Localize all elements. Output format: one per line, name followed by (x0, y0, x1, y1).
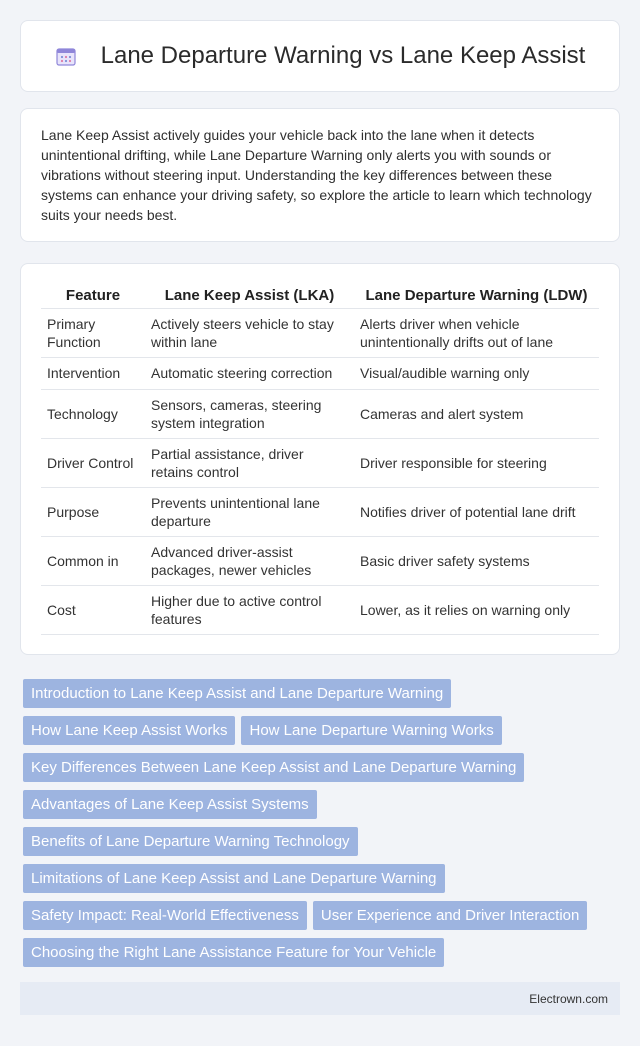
table-cell: Intervention (41, 357, 145, 389)
topic-link[interactable]: Introduction to Lane Keep Assist and Lane Departure Warning (23, 679, 451, 708)
topic-link[interactable]: Benefits of Lane Departure Warning Technology (23, 827, 358, 856)
page-title: Lane Departure Warning vs Lane Keep Assist (100, 42, 586, 69)
topic-link[interactable]: Key Differences Between Lane Keep Assist and Lane Departure Warning (23, 753, 524, 782)
table-row (41, 438, 599, 487)
table-cell: Purpose (41, 487, 145, 536)
table-cell: Cost (41, 585, 145, 634)
topic-link[interactable]: Choosing the Right Lane Assistance Feature for Your Vehicle (23, 938, 444, 967)
header-card (20, 20, 620, 92)
column-header: Lane Departure Warning (LDW) (354, 284, 599, 308)
table-cell: Primary Function (41, 308, 145, 357)
topic-link[interactable]: How Lane Departure Warning Works (241, 716, 501, 745)
table-row (41, 536, 599, 585)
table-cell: Advanced driver-assist packages, newer vehicles (145, 536, 354, 585)
topic-link[interactable]: User Experience and Driver Interaction (313, 901, 587, 930)
topic-link[interactable]: Advantages of Lane Keep Assist Systems (23, 790, 317, 819)
table-cell: Basic driver safety systems (354, 536, 599, 585)
topic-links (23, 679, 620, 967)
table-cell: Partial assistance, driver retains control (145, 438, 354, 487)
table-cell: Actively steers vehicle to stay within lane (145, 308, 354, 357)
table-cell: Common in (41, 536, 145, 585)
table-header-row (41, 284, 599, 308)
intro-card (20, 108, 620, 242)
table-row (41, 487, 599, 536)
calendar-icon (55, 45, 77, 67)
table-cell: Sensors, cameras, steering system integration (145, 389, 354, 438)
table-row (41, 389, 599, 438)
table-cell: Notifies driver of potential lane drift (354, 487, 599, 536)
table-cell: Driver Control (41, 438, 145, 487)
table-cell: Alerts driver when vehicle unintentionally drifts out of lane (354, 308, 599, 357)
table-cell: Lower, as it relies on warning only (354, 585, 599, 634)
table-row (41, 585, 599, 634)
topic-link[interactable]: Safety Impact: Real-World Effectiveness (23, 901, 307, 930)
topic-link[interactable]: Limitations of Lane Keep Assist and Lane Departure Warning (23, 864, 445, 893)
topic-link[interactable]: How Lane Keep Assist Works (23, 716, 235, 745)
comparison-table (41, 284, 599, 635)
table-cell: Cameras and alert system (354, 389, 599, 438)
table-cell: Higher due to active control features (145, 585, 354, 634)
intro-text: Lane Keep Assist actively guides your vehicle back into the lane when it detects unintentional drifting, while Lane Departure Warning only alerts you with sounds or vibrations without steering input. Understanding the key differences between these systems can enhance your driving safety, so explore the article to learn which technology suits your needs best. (41, 127, 592, 223)
table-cell: Visual/audible warning only (354, 357, 599, 389)
column-header: Feature (41, 284, 145, 308)
table-cell: Automatic steering correction (145, 357, 354, 389)
table-cell: Prevents unintentional lane departure (145, 487, 354, 536)
column-header: Lane Keep Assist (LKA) (145, 284, 354, 308)
footer-site-name: Electrown.com (529, 991, 608, 1006)
table-cell: Technology (41, 389, 145, 438)
table-row (41, 308, 599, 357)
table-row (41, 357, 599, 389)
table-cell: Driver responsible for steering (354, 438, 599, 487)
comparison-card (20, 263, 620, 655)
footer (20, 982, 620, 1015)
